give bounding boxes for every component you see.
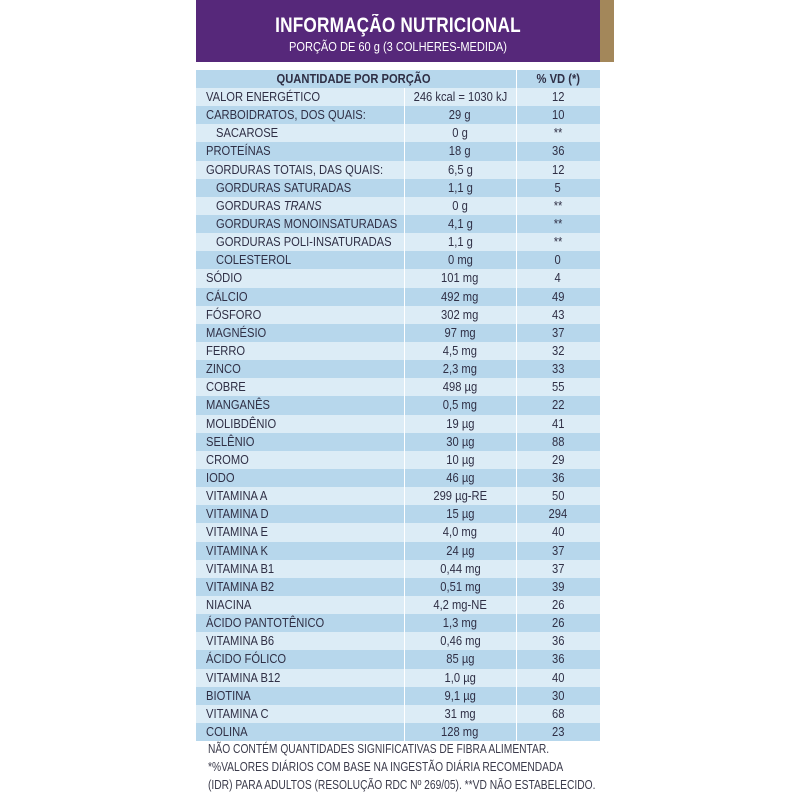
nutrient-vd: 12	[551, 161, 565, 177]
nutrient-name: MANGANÊS	[206, 397, 270, 413]
nutrient-vd: **	[553, 197, 563, 213]
nutrient-quantity: 24 µg	[445, 542, 475, 558]
nutrient-name: SACAROSE	[216, 125, 279, 141]
nutrient-quantity: 101 mg	[441, 270, 479, 286]
nutrient-name: GORDURAS POLI-INSATURADAS	[216, 234, 392, 250]
nutrient-quantity: 299 µg-RE	[433, 488, 487, 504]
nutrient-quantity: 1,3 mg	[442, 615, 478, 631]
nutrient-name: ÁCIDO FÓLICO	[206, 651, 287, 667]
nutrient-name: VITAMINA B12	[206, 669, 281, 685]
table-row	[196, 251, 600, 269]
table-row	[196, 233, 600, 251]
table-row	[196, 596, 600, 614]
nutrient-vd: 29	[551, 451, 565, 467]
nutrient-quantity: 2,3 mg	[442, 361, 478, 377]
nutrient-name: CROMO	[206, 451, 249, 467]
nutrient-quantity: 0,5 mg	[442, 397, 478, 413]
nutrient-vd: 36	[551, 143, 565, 159]
table-row	[196, 306, 600, 324]
nutrient-name: MAGNÉSIO	[206, 324, 267, 340]
nutrient-vd: 43	[551, 306, 565, 322]
footnote-line: (IDR) PARA ADULTOS (RESOLUÇÃO RDC Nº 269/05). **VD NÃO ESTABELECIDO.	[208, 778, 596, 792]
vd-header: % VD (*)	[536, 71, 580, 86]
table-row	[196, 469, 600, 487]
nutrient-name: GORDURAS TRANS	[216, 197, 322, 213]
nutrient-vd: 33	[551, 361, 565, 377]
nutrient-quantity: 0,51 mg	[439, 578, 481, 594]
nutrient-vd: 88	[551, 433, 565, 449]
table-row	[196, 269, 600, 287]
nutrient-name: VITAMINA B1	[206, 560, 275, 576]
nutrient-vd: 26	[551, 596, 565, 612]
nutrient-quantity: 4,2 mg-NE	[433, 596, 487, 612]
nutrient-quantity: 0,46 mg	[439, 633, 481, 649]
table-row	[196, 360, 600, 378]
nutrient-name: BIOTINA	[206, 687, 251, 703]
nutrient-quantity: 4,5 mg	[442, 342, 478, 358]
table-row	[196, 415, 600, 433]
nutrient-vd: 37	[551, 542, 565, 558]
nutrient-quantity: 1,1 g	[447, 234, 473, 250]
nutrient-name: VITAMINA A	[206, 488, 268, 504]
nutrient-vd: 41	[551, 415, 565, 431]
table-row	[196, 632, 600, 650]
table-row	[196, 705, 600, 723]
nutrient-quantity: 29 g	[449, 107, 471, 123]
table-row	[196, 433, 600, 451]
nutrient-name: COLESTEROL	[216, 252, 292, 268]
table-row	[196, 179, 600, 197]
table-row	[196, 197, 600, 215]
nutrient-vd: 39	[551, 578, 565, 594]
table-row	[196, 396, 600, 414]
nutrient-vd: 32	[551, 342, 565, 358]
nutrient-name: MOLIBDÊNIO	[206, 415, 277, 431]
nutrient-quantity: 1,0 µg	[444, 669, 476, 685]
nutrient-vd: 68	[551, 705, 565, 721]
footnote	[208, 740, 600, 794]
nutrient-vd: 36	[551, 633, 565, 649]
nutrient-vd: 40	[551, 524, 565, 540]
nutrient-quantity: 0,44 mg	[439, 560, 481, 576]
table-row	[196, 542, 600, 560]
nutrient-quantity: 302 mg	[441, 306, 479, 322]
nutrient-name: IODO	[206, 469, 235, 485]
nutrient-name: COLINA	[206, 723, 248, 739]
nutrient-quantity: 9,1 µg	[444, 687, 476, 703]
table-row	[196, 723, 600, 741]
nutrient-name: VITAMINA B6	[206, 633, 275, 649]
nutrient-name: SELÊNIO	[206, 433, 255, 449]
table-row	[196, 614, 600, 632]
table-header-row	[196, 70, 600, 88]
nutrient-vd: 40	[551, 669, 565, 685]
nutrient-name: FERRO	[206, 342, 246, 358]
nutrient-name: ÁCIDO PANTOTÊNICO	[206, 615, 325, 631]
nutrient-name: VITAMINA D	[206, 506, 269, 522]
nutrient-quantity: 19 µg	[445, 415, 475, 431]
nutrient-quantity: 85 µg	[445, 651, 475, 667]
nutrient-vd: **	[553, 125, 563, 141]
nutrient-quantity: 0 g	[452, 197, 468, 213]
table-row	[196, 578, 600, 596]
nutrient-quantity: 46 µg	[445, 469, 475, 485]
nutrient-vd: 30	[551, 687, 565, 703]
table-row	[196, 288, 600, 306]
nutrient-name: ZINCO	[206, 361, 241, 377]
nutrient-name: NIACINA	[206, 596, 252, 612]
table-row	[196, 142, 600, 160]
nutrition-label	[196, 0, 600, 800]
nutrient-vd: 4	[554, 270, 562, 286]
nutrient-name: GORDURAS MONOINSATURADAS	[216, 215, 398, 231]
footnote-line: NÃO CONTÉM QUANTIDADES SIGNIFICATIVAS DE FIBRA ALIMENTAR.	[208, 742, 550, 756]
nutrient-quantity: 0 g	[452, 125, 468, 141]
table-row	[196, 560, 600, 578]
nutrient-name: VITAMINA C	[206, 705, 269, 721]
label-header	[196, 0, 600, 62]
label-subtitle: PORÇÃO DE 60 g (3 COLHERES-MEDIDA)	[289, 39, 507, 54]
nutrient-name: CARBOIDRATOS, DOS QUAIS:	[206, 107, 366, 123]
footnote-line: *%VALORES DIÁRIOS COM BASE NA INGESTÃO DIÁRIA RECOMENDADA	[208, 760, 564, 774]
nutrient-quantity: 492 mg	[441, 288, 479, 304]
nutrient-quantity: 10 µg	[445, 451, 475, 467]
nutrient-vd: 10	[551, 107, 565, 123]
label-title: INFORMAÇÃO NUTRICIONAL	[275, 14, 521, 37]
table-row	[196, 487, 600, 505]
nutrient-vd: **	[553, 234, 563, 250]
nutrient-quantity: 97 mg	[444, 324, 476, 340]
nutrient-name: PROTEÍNAS	[206, 143, 271, 159]
nutrient-vd: 37	[551, 560, 565, 576]
table-row	[196, 88, 600, 106]
table-row	[196, 523, 600, 541]
nutrient-vd: 36	[551, 651, 565, 667]
nutrient-quantity: 1,1 g	[447, 179, 473, 195]
nutrient-vd: **	[553, 215, 563, 231]
nutrient-vd: 0	[554, 252, 562, 268]
table-row	[196, 687, 600, 705]
table-row	[196, 650, 600, 668]
nutrient-vd: 37	[551, 324, 565, 340]
nutrient-name: VITAMINA B2	[206, 578, 275, 594]
table-row	[196, 505, 600, 523]
quantity-header: QUANTIDADE POR PORÇÃO	[276, 71, 432, 86]
nutrient-vd: 36	[551, 469, 565, 485]
nutrient-quantity: 18 g	[449, 143, 471, 159]
nutrient-name: SÓDIO	[206, 270, 243, 286]
nutrient-vd: 5	[554, 179, 562, 195]
nutrient-vd: 22	[551, 397, 565, 413]
nutrient-vd: 12	[551, 89, 565, 104]
table-row	[196, 161, 600, 179]
nutrient-quantity: 30 µg	[445, 433, 475, 449]
nutrient-name: GORDURAS TOTAIS, DAS QUAIS:	[206, 161, 384, 177]
nutrient-name: VITAMINA E	[206, 524, 268, 540]
nutrient-vd: 294	[548, 506, 568, 522]
nutrient-quantity: 15 µg	[445, 506, 475, 522]
nutrient-quantity: 31 mg	[444, 705, 476, 721]
table-row	[196, 124, 600, 142]
nutrient-name: FÓSFORO	[206, 306, 262, 322]
table-row	[196, 378, 600, 396]
nutrient-vd: 23	[551, 723, 565, 739]
table-row	[196, 324, 600, 342]
nutrient-quantity: 6,5 g	[447, 161, 473, 177]
nutrient-quantity: 498 µg	[442, 379, 478, 395]
nutrient-quantity: 128 mg	[441, 723, 479, 739]
table-row	[196, 342, 600, 360]
nutrient-name: CÁLCIO	[206, 288, 248, 304]
nutrition-table	[196, 70, 600, 741]
nutrient-vd: 55	[551, 379, 565, 395]
nutrient-vd: 50	[551, 488, 565, 504]
nutrient-name: VALOR ENERGÉTICO	[206, 89, 321, 104]
table-row	[196, 106, 600, 124]
gold-stripe	[600, 0, 614, 62]
nutrient-quantity: 4,1 g	[447, 215, 473, 231]
nutrient-quantity: 0 mg	[447, 252, 473, 268]
nutrient-vd: 26	[551, 615, 565, 631]
nutrient-quantity: 246 kcal = 1030 kJ	[413, 89, 507, 104]
nutrient-quantity: 4,0 mg	[442, 524, 478, 540]
nutrient-name: GORDURAS SATURADAS	[216, 179, 352, 195]
table-row	[196, 451, 600, 469]
nutrient-vd: 49	[551, 288, 565, 304]
table-row	[196, 669, 600, 687]
nutrient-name: VITAMINA K	[206, 542, 268, 558]
nutrient-name: COBRE	[206, 379, 246, 395]
table-row	[196, 215, 600, 233]
